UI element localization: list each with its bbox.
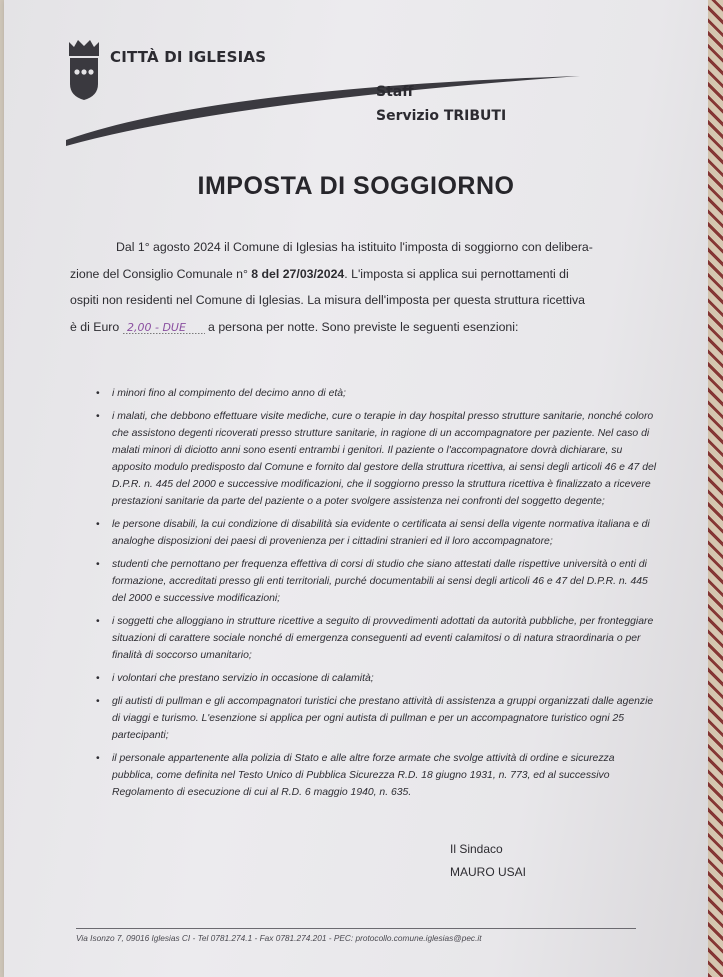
list-item <box>96 693 658 744</box>
intro-line: Dal 1° agosto 2024 il Comune di Iglesias ha istituito l'imposta di soggiorno con delibera- <box>116 240 593 254</box>
intro-text: è di Euro <box>70 319 123 334</box>
office-block <box>376 80 506 128</box>
bullet-icon: • <box>96 616 100 627</box>
intro-text: zione del Consiglio Comunale n° <box>70 266 252 281</box>
office-service: Servizio TRIBUTI <box>376 108 507 124</box>
intro-line: ospiti non residenti nel Comune di Iglesias. La misura dell'imposta per questa struttura ricettiva <box>70 293 585 307</box>
exemption-text: i volontari che prestano servizio in occasione di calamità; <box>112 673 374 684</box>
list-item <box>96 670 658 687</box>
footer-divider <box>76 928 636 929</box>
handwritten-amount <box>123 319 205 335</box>
exemption-text: studenti che pernottano per frequenza effettiva di corsi di studio che siano attestati dalle rispettive università o enti di formazione, accreditati presso gli enti territoriali, purché documentabili ai sensi degli articoli 46 e 47 del D.P.R. n. 445 del 2000 e successive modificazioni; <box>112 559 648 604</box>
deliberation-ref: 8 del 27/03/2024 <box>251 266 345 281</box>
list-item <box>96 750 658 801</box>
footer-contacts: Via Isonzo 7, 09016 Iglesias CI - Tel 0781.274.1 - Fax 0781.274.201 - PEC: protocollo.comune.iglesias@pec.it <box>76 933 482 943</box>
intro-text: . L'imposta si applica sui pernottamenti di <box>344 266 569 281</box>
bullet-icon: • <box>96 411 100 422</box>
exemptions-list <box>96 385 658 807</box>
bullet-icon: • <box>96 696 100 707</box>
bullet-icon: • <box>96 388 100 399</box>
handwritten-amount-text: 2,00 - DUE <box>126 320 186 334</box>
exemption-text: le persone disabili, la cui condizione di disabilità sia evidente o certificata ai sensi della vigente normativa italiana e di analoghe disposizioni dei paesi di provenienza per i cittadini stranieri ed il loro accompagnatore; <box>112 519 650 547</box>
intro-text: a persona per notte. Sono previste le seguenti esenzioni: <box>204 319 519 334</box>
exemption-text: i minori fino al compimento del decimo anno di età; <box>112 388 346 399</box>
document-sheet <box>4 0 708 977</box>
exemption-text: gli autisti di pullman e gli accompagnatori turistici che prestano attività di assistenza a gruppi organizzati dalle agenzie di viaggi e turismo. L'esenzione si applica per ogni autista di pullman e per un accompagnatore turistico ogni 25 partecipanti; <box>112 696 654 741</box>
exemption-text: il personale appartenente alla polizia di Stato e alle altre forze armate che svolge attività di ordine e sicurezza pubblica, come definita nel Testo Unico di Pubblica Sicurezza R.D. 18 giugno 1931, n. 773, ed al successivo Regolamento di esecuzione di cui al R.D. 6 maggio 1940, n. 635. <box>112 753 615 798</box>
background-wallpaper <box>708 0 723 977</box>
list-item <box>96 408 658 510</box>
list-item <box>96 556 658 607</box>
bullet-icon: • <box>96 753 100 764</box>
office-staff: Staff <box>376 84 414 100</box>
list-item <box>96 613 658 664</box>
exemption-text: i soggetti che alloggiano in strutture ricettive a seguito di provvedimenti adottati da autorità pubbliche, per fronteggiare situazioni di carattere sociale nonché di emergenza conseguenti ad eventi calamitosi o di natura straordinaria o per finalità di soccorso umanitario; <box>112 616 654 661</box>
bullet-icon: • <box>96 519 100 530</box>
bullet-icon: • <box>96 673 100 684</box>
signature-block <box>450 838 526 884</box>
exemption-text: i malati, che debbono effettuare visite mediche, cure o terapie in day hospital presso strutture sanitarie, nonché coloro che assistono degenti ricoverati presso strutture sanitarie, in ragione di un accompagnatore per paziente. Nel caso di malati minori di diciotto anni sono esenti entrambi i genitori. Il paziente o l'accompagnatore dovrà dichiarare, su apposito modulo predisposto dal Comune e fornito dal gestore della struttura ricettiva, ai sensi degli articoli 46 e 47 del D.P.R. n. 445 del 2000 e successive modificazioni, che il soggiorno presso la struttura ricettiva è finalizzato a ricevere prestazioni sanitarie da parte del paziente o a poter svolgere assistenza nei confronti del soggetto degente; <box>112 411 657 507</box>
signature-name: MAURO USAI <box>450 865 527 879</box>
page-title: IMPOSTA DI SOGGIORNO <box>197 172 515 200</box>
intro-line <box>70 314 640 341</box>
intro-line <box>70 261 640 288</box>
list-item <box>96 385 658 402</box>
list-item <box>96 516 658 550</box>
bullet-icon: • <box>96 559 100 570</box>
intro-paragraph <box>70 234 640 340</box>
signature-role: Il Sindaco <box>450 842 503 856</box>
city-name: CITTÀ DI IGLESIAS <box>110 48 267 66</box>
